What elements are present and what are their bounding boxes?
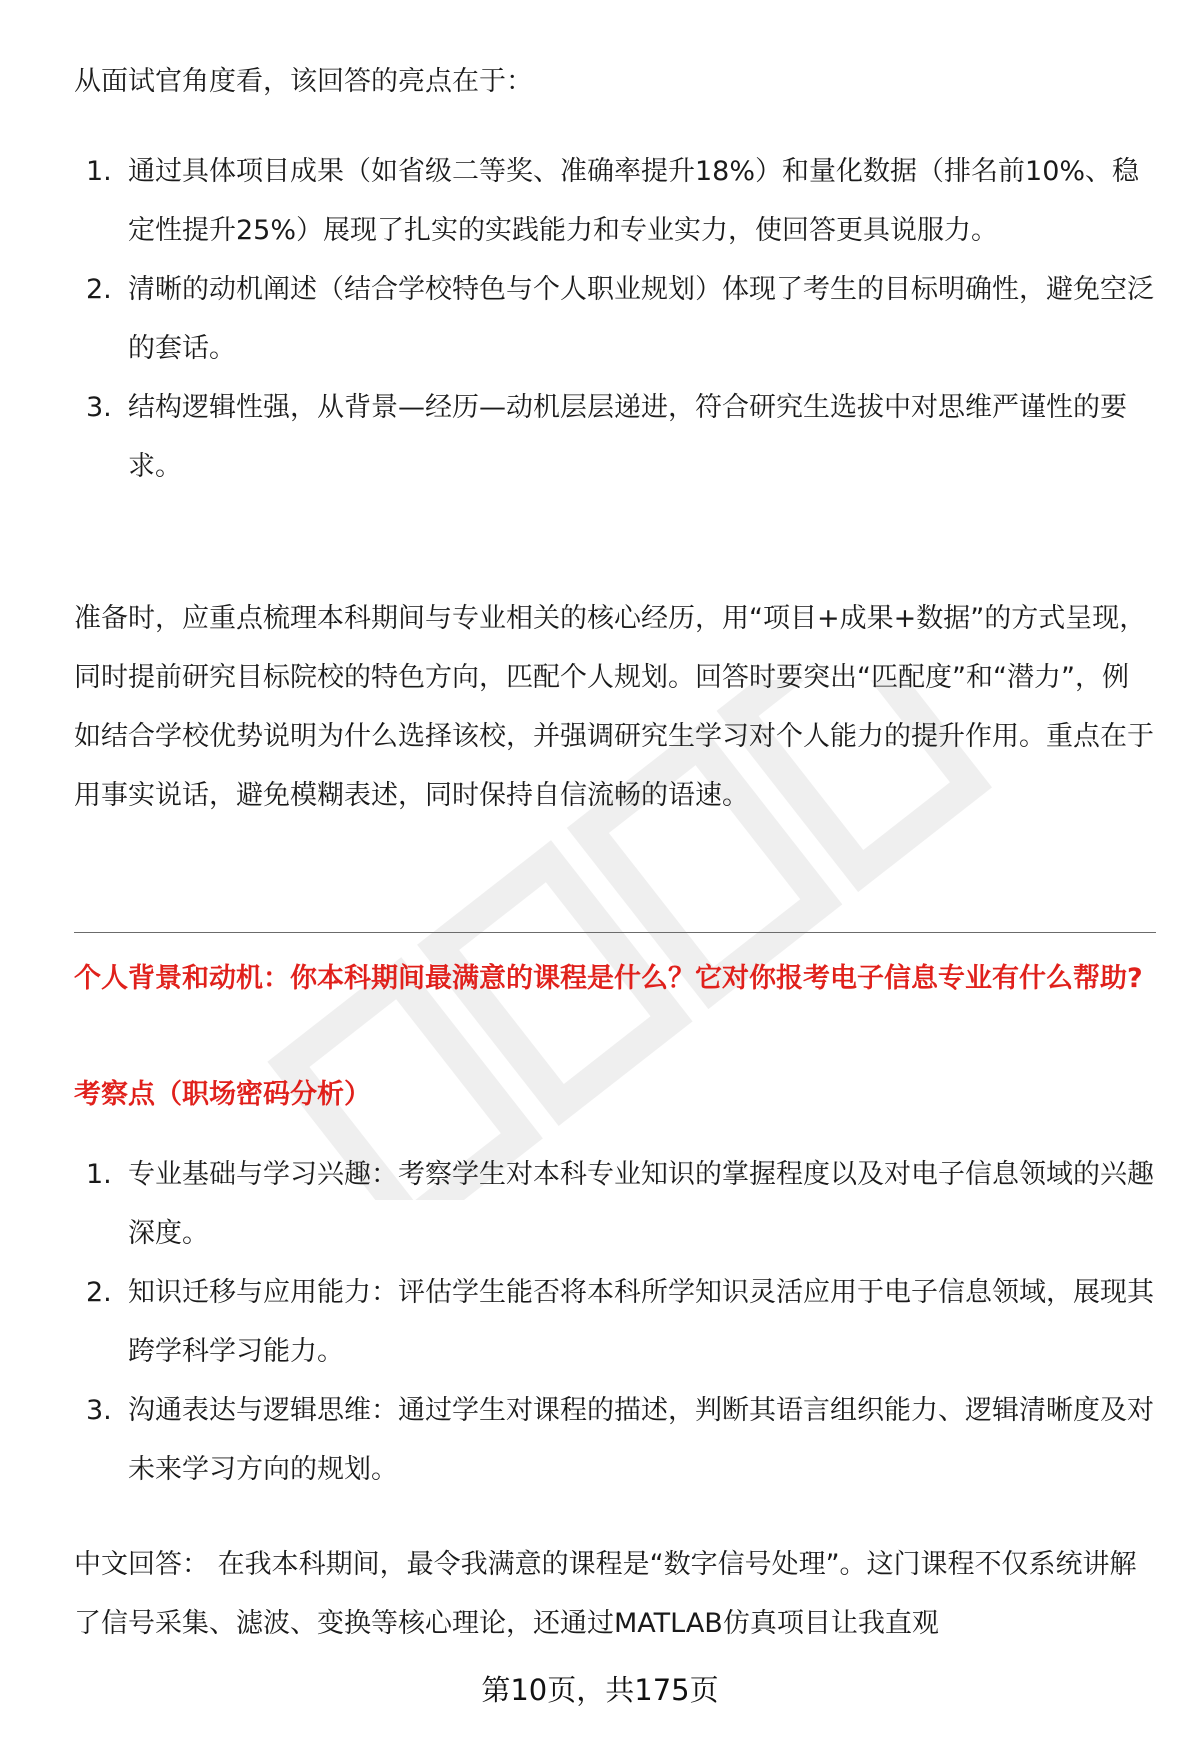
list-number: 2. <box>86 274 112 305</box>
question-heading: 个人背景和动机：你本科期间最满意的课程是什么？它对你报考电子信息专业有什么帮助? <box>74 963 1143 994</box>
list-item-text: 清晰的动机阐述（结合学校特色与个人职业规划）体现了考生的目标明确性，避免空泛的套话。 <box>128 274 1154 364</box>
prep-paragraph: 准备时，应重点梳理本科期间与专业相关的核心经历，用“项目+成果+数据”的方式呈现，同时提前研究目标院校的特色方向，匹配个人规划。回答时要突出“匹配度”和“潜力”，例如结合学校优势说明为什么选择该校，并强调研究生学习对个人能力的提升作用。重点在于用事实说话，避免模糊表述，同时保持自信流畅的语速。 <box>74 603 1154 811</box>
list-item-text: 知识迁移与应用能力：评估学生能否将本科所学知识灵活应用于电子信息领域，展现其跨学科学习能力。 <box>128 1277 1154 1367</box>
list-item <box>74 378 1154 496</box>
list-item <box>74 142 1154 260</box>
highlights-list <box>74 142 1154 496</box>
list-item <box>74 1381 1154 1499</box>
intro-text: 从面试官角度看，该回答的亮点在于： <box>74 66 533 97</box>
analysis-subheading: 考察点（职场密码分析） <box>74 1079 371 1110</box>
list-number: 1. <box>86 156 112 187</box>
list-item-text: 沟通表达与逻辑思维：通过学生对课程的描述，判断其语言组织能力、逻辑清晰度及对未来学习方向的规划。 <box>128 1395 1154 1485</box>
list-item-text: 通过具体项目成果（如省级二等奖、准确率提升18%）和量化数据（排名前10%、稳定性提升25%）展现了扎实的实践能力和专业实力，使回答更具说服力。 <box>128 156 1140 246</box>
list-item-text: 结构逻辑性强，从背景—经历—动机层层递进，符合研究生选拔中对思维严谨性的要求。 <box>128 392 1127 482</box>
list-item <box>74 1263 1154 1381</box>
assessment-points-list <box>74 1145 1154 1499</box>
list-item <box>74 260 1154 378</box>
answer-paragraph: 中文回答： 在我本科期间，最令我满意的课程是“数字信号处理”。这门课程不仅系统讲解了信号采集、滤波、变换等核心理论，还通过MATLAB仿真项目让我直观 <box>74 1549 1137 1639</box>
section-divider <box>74 932 1156 933</box>
list-item-text: 专业基础与学习兴趣：考察学生对本科专业知识的掌握程度以及对电子信息领域的兴趣深度。 <box>128 1159 1154 1249</box>
page-footer: 第10页，共175页 <box>481 1673 719 1707</box>
list-number: 1. <box>86 1159 112 1190</box>
list-number: 3. <box>86 392 112 423</box>
list-number: 2. <box>86 1277 112 1308</box>
list-number: 3. <box>86 1395 112 1426</box>
list-item <box>74 1145 1154 1263</box>
